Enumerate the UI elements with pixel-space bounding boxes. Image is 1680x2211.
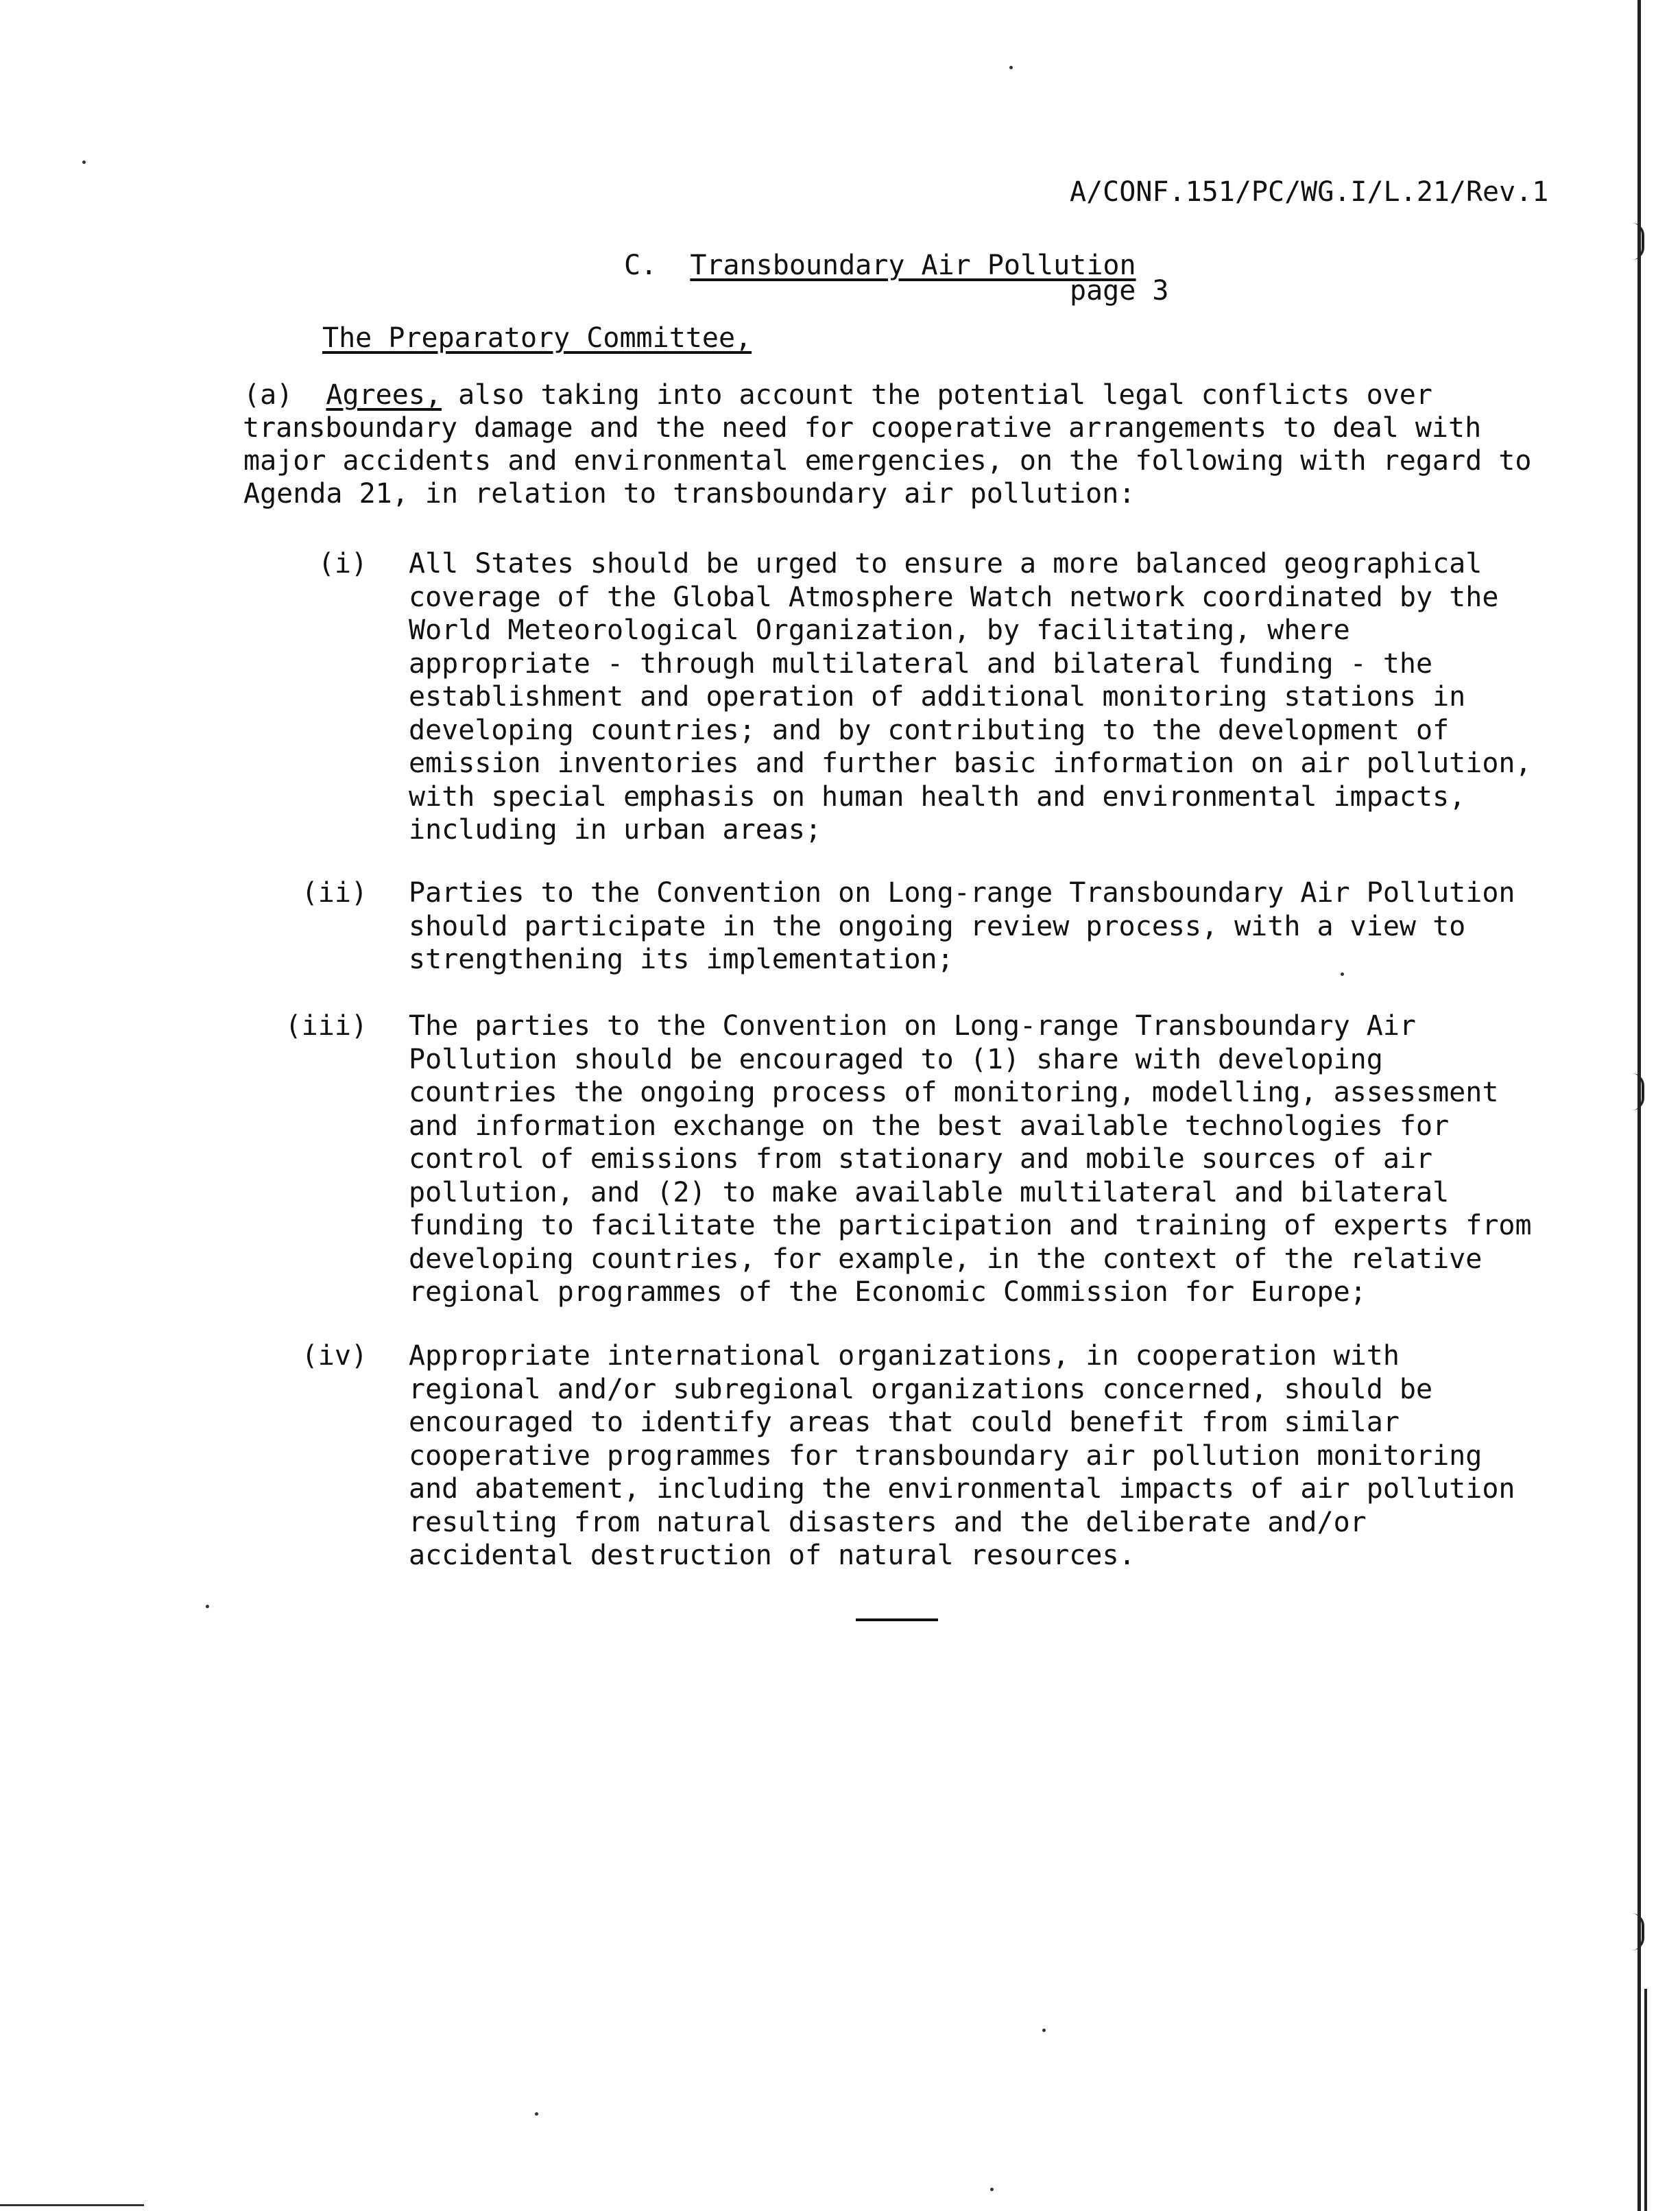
sub-item-line: The parties to the Convention on Long-range Transboundary Air — [409, 1010, 1417, 1042]
sub-item-line: appropriate - through multilateral and bilateral funding - the — [409, 647, 1433, 680]
sub-item — [301, 876, 1574, 977]
paragraph-a-line: transboundary damage and the need for cooperative arrangements to deal with — [243, 412, 1482, 444]
paragraph-a-keyword: Agrees, — [326, 379, 442, 411]
sub-item-line: emission inventories and further basic information on air pollution, — [409, 748, 1532, 779]
sub-item-line: including in urban areas; — [409, 814, 822, 846]
sub-item-line: countries the ongoing process of monitoring, modelling, assessment — [409, 1077, 1499, 1108]
scan-speck — [535, 2112, 538, 2116]
sub-item-number: (ii) — [301, 877, 368, 909]
scan-speck — [1042, 2029, 1046, 2032]
document-symbol: A/CONF.151/PC/WG.I/L.21/Rev.1 — [1070, 176, 1549, 208]
paragraph-a-line: major accidents and environmental emergencies, on the following with regard to — [243, 445, 1532, 477]
section-heading — [624, 248, 1136, 283]
sub-item-line: with special emphasis on human health and environmental impacts, — [409, 780, 1466, 813]
sub-item-line: World Meteorological Organization, by facilitating, where — [409, 614, 1350, 646]
sub-item-line: establishment and operation of additional monitoring stations in — [409, 681, 1466, 713]
scan-speck — [1009, 66, 1013, 69]
sub-item-line: Pollution should be encouraged to (1) share with developing — [409, 1043, 1383, 1075]
sub-item-line: encouraged to identify areas that could benefit from similar — [409, 1407, 1400, 1438]
scan-speck — [990, 2188, 994, 2191]
paragraph-a-line — [243, 379, 1567, 411]
scan-speck — [1341, 972, 1344, 976]
sub-item-line: should participate in the ongoing review process, with a view to — [409, 910, 1466, 942]
sub-item-line: cooperative programmes for transboundary air pollution monitoring — [409, 1439, 1483, 1472]
binding-hole-mark — [1632, 1073, 1644, 1110]
sub-item-line: regional and/or subregional organizations concerned, should be — [409, 1373, 1433, 1405]
sub-item-line: and abatement, including the environmental impacts of air pollution — [409, 1473, 1515, 1505]
sub-item-number: (iv) — [301, 1340, 368, 1372]
scan-speck — [82, 160, 86, 164]
sub-item-line: developing countries, for example, in the context of the relative — [409, 1243, 1483, 1275]
section-title: Transboundary Air Pollution — [690, 250, 1136, 281]
sub-item-number: (iii) — [285, 1010, 368, 1042]
scan-edge-line — [1644, 1989, 1647, 2211]
committee-heading: The Preparatory Committee, — [322, 322, 752, 354]
sub-item-line: All States should be urged to ensure a more balanced geographical — [409, 548, 1483, 579]
sub-item-line: resulting from natural disasters and the deliberate and/or — [409, 1506, 1367, 1538]
page-number: page 3 — [1070, 275, 1169, 307]
sub-item-line: Appropriate international organizations, in cooperation with — [409, 1340, 1400, 1372]
paragraph-a — [243, 379, 1567, 510]
sub-item-line: developing countries; and by contributing to the development of — [409, 714, 1450, 746]
sub-item-line: regional programmes of the Economic Commission for Europe; — [409, 1276, 1367, 1308]
sub-item-line: Parties to the Convention on Long-range Transboundary Air Pollution — [409, 877, 1515, 909]
sub-item-line: coverage of the Global Atmosphere Watch network coordinated by the — [409, 581, 1499, 613]
paragraph-a-label: (a) — [243, 379, 293, 411]
sub-item-line: control of emissions from stationary and mobile sources of air — [409, 1143, 1433, 1175]
section-letter: C. — [624, 250, 658, 281]
sub-item-line: pollution, and (2) to make available multilateral and bilateral — [409, 1176, 1450, 1208]
paragraph-a-line: Agenda 21, in relation to transboundary air pollution: — [243, 478, 1136, 510]
sub-item — [301, 1339, 1574, 1573]
sub-item-line: strengthening its implementation; — [409, 944, 954, 975]
sub-item-line: accidental destruction of natural resources. — [409, 1540, 1136, 1571]
sub-item-number: (i) — [317, 548, 368, 579]
sub-item-line: and information exchange on the best available technologies for — [409, 1110, 1450, 1142]
scan-edge-line — [0, 2204, 144, 2206]
sub-item-line: funding to facilitate the participation and training of experts from — [409, 1210, 1532, 1241]
end-rule — [856, 1618, 938, 1621]
sub-item — [285, 1009, 1574, 1309]
binding-hole-mark — [1632, 223, 1644, 260]
document-header — [1070, 110, 1548, 373]
sub-item — [317, 547, 1574, 847]
binding-hole-mark — [1632, 1913, 1644, 1950]
scan-speck — [206, 1605, 209, 1608]
paragraph-a-text: also taking into account the potential legal conflicts over — [442, 379, 1432, 411]
